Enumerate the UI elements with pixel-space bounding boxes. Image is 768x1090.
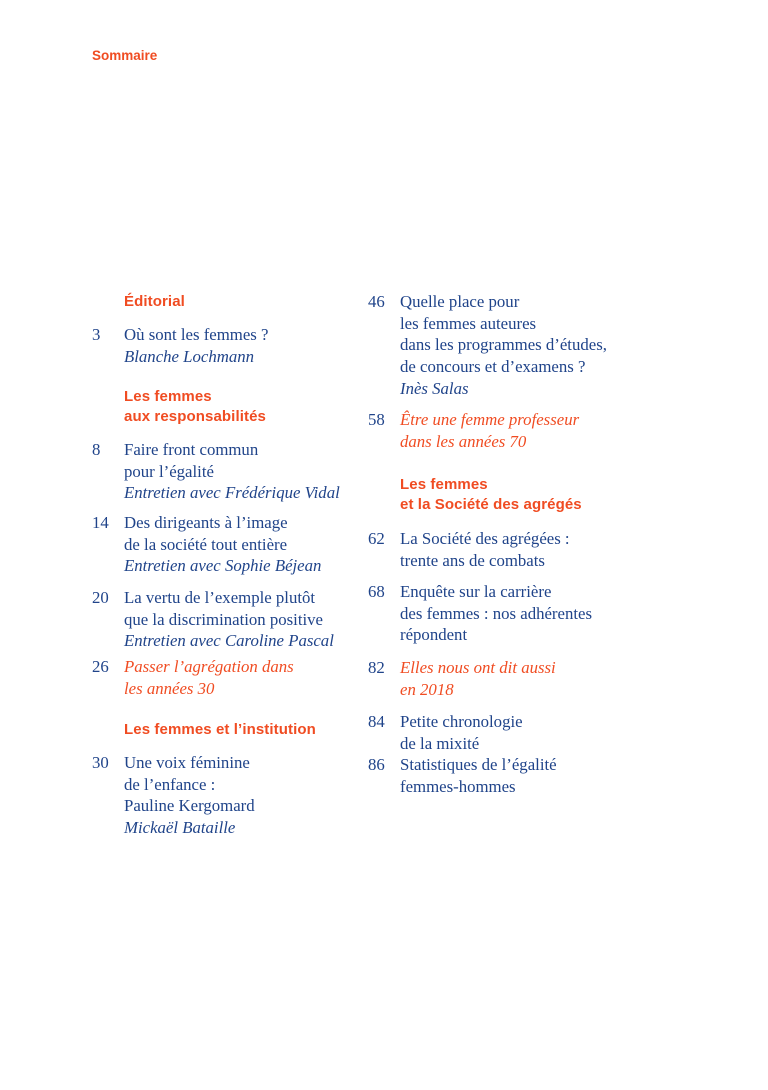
toc-entry-title-line: dans les années 70 xyxy=(400,431,527,451)
toc-entry-text xyxy=(124,587,368,652)
section-heading-responsabilites xyxy=(124,387,368,426)
toc-entry-title-line: répondent xyxy=(400,625,468,645)
toc-entry-title-line: trente ans de combats xyxy=(400,550,545,570)
toc-entry-page-number: 62 xyxy=(368,529,385,548)
toc-entry-14 xyxy=(92,512,368,577)
toc-entry-text xyxy=(400,291,736,400)
toc-entry-page-number: 3 xyxy=(92,325,101,344)
toc-entry-title-line: de la société tout entière xyxy=(124,534,288,554)
section-heading-institution xyxy=(124,720,368,740)
toc-entry-8 xyxy=(92,439,368,504)
toc-entry-title-line: Passer l’agrégation dans xyxy=(124,657,294,676)
toc-entry-page-number: 14 xyxy=(92,513,109,532)
toc-entry-title-line: de la mixité xyxy=(400,733,480,753)
toc-entry-title-line: Des dirigeants à l’image xyxy=(124,513,288,532)
toc-entry-title-line: Une voix féminine xyxy=(124,753,250,772)
toc-entry-58 xyxy=(368,409,736,452)
toc-entry-3 xyxy=(92,324,368,367)
toc-entry-title-line: pour l’égalité xyxy=(124,461,214,481)
toc-entry-title-line: femmes-hommes xyxy=(400,776,516,796)
toc-entry-title-line: des femmes : nos adhérentes xyxy=(400,603,592,623)
page-title: Sommaire xyxy=(92,48,158,63)
section-heading-line: aux responsabilités xyxy=(124,407,266,425)
toc-entry-page-number: 46 xyxy=(368,292,385,311)
toc-entry-text xyxy=(400,754,736,797)
toc-entry-46 xyxy=(368,291,736,400)
section-heading-line: Les femmes et l’institution xyxy=(124,721,316,738)
toc-entry-title-line: La Société des agrégées : xyxy=(400,529,570,548)
toc-entry-page-number: 68 xyxy=(368,582,385,601)
toc-entry-title-line: Statistiques de l’égalité xyxy=(400,755,557,774)
toc-entry-page-number: 84 xyxy=(368,712,385,731)
toc-entry-title-line: les femmes auteures xyxy=(400,313,537,333)
toc-entry-author: Blanche Lochmann xyxy=(124,346,255,366)
toc-entry-title-line: Où sont les femmes ? xyxy=(124,325,269,344)
toc-entry-text xyxy=(124,512,368,577)
toc-entry-title-line: que la discrimination positive xyxy=(124,609,324,629)
toc-entry-page-number: 26 xyxy=(92,657,109,676)
toc-entry-title-line: en 2018 xyxy=(400,679,454,699)
toc-entry-page-number: 20 xyxy=(92,588,109,607)
toc-entry-page-number: 30 xyxy=(92,753,109,772)
toc-entry-title-line: La vertu de l’exemple plutôt xyxy=(124,588,316,607)
toc-entry-20 xyxy=(92,587,368,652)
toc-entry-title-line: Être une femme professeur xyxy=(400,410,580,429)
toc-entry-title-line: Enquête sur la carrière xyxy=(400,582,552,601)
section-heading-societe xyxy=(400,475,736,514)
toc-entry-author: Entretien avec Sophie Béjean xyxy=(124,556,322,576)
toc-entry-page-number: 82 xyxy=(368,658,385,677)
toc-entry-title-line: dans les programmes d’études, xyxy=(400,335,607,355)
toc-entry-text xyxy=(124,324,368,367)
toc-entry-86 xyxy=(368,754,736,797)
toc-entry-84 xyxy=(368,711,736,754)
section-heading-line: Les femmes xyxy=(400,476,488,493)
toc-entry-page-number: 58 xyxy=(368,410,385,429)
toc-entry-page-number: 8 xyxy=(92,440,101,459)
toc-entry-82 xyxy=(368,657,736,700)
toc-entry-page-number: 86 xyxy=(368,755,385,774)
section-heading-line: Les femmes xyxy=(124,388,212,405)
toc-entry-text xyxy=(400,711,736,754)
toc-entry-text xyxy=(124,656,368,699)
toc-entry-author: Inès Salas xyxy=(400,378,469,398)
toc-entry-68 xyxy=(368,581,736,646)
toc-entry-author: Mickaël Bataille xyxy=(124,818,236,838)
toc-entry-title-line: Elles nous ont dit aussi xyxy=(400,658,556,677)
toc-entry-text xyxy=(124,439,368,504)
toc-entry-title-line: Petite chronologie xyxy=(400,712,523,731)
toc-entry-author: Entretien avec Caroline Pascal xyxy=(124,631,334,651)
toc-entry-text xyxy=(400,528,736,571)
toc-entry-62 xyxy=(368,528,736,571)
toc-entry-26 xyxy=(92,656,368,699)
toc-entry-title-line: de l’enfance : xyxy=(124,774,216,794)
toc-entry-author: Entretien avec Frédérique Vidal xyxy=(124,483,340,503)
toc-entry-title-line: Faire front commun xyxy=(124,440,259,459)
toc-entry-title-line: de concours et d’examens ? xyxy=(400,357,586,377)
toc-entry-text xyxy=(400,581,736,646)
section-heading-editorial xyxy=(124,292,368,312)
toc-entry-title-line: Pauline Kergomard xyxy=(124,796,255,816)
toc-entry-text xyxy=(124,752,368,839)
toc-entry-text xyxy=(400,657,736,700)
toc-entry-text xyxy=(400,409,736,452)
section-heading-line: et la Société des agrégés xyxy=(400,495,582,513)
toc-entry-title-line: Quelle place pour xyxy=(400,292,520,311)
section-heading-line: Éditorial xyxy=(124,293,185,310)
toc-entry-title-line: les années 30 xyxy=(124,678,215,698)
toc-entry-30 xyxy=(92,752,368,839)
